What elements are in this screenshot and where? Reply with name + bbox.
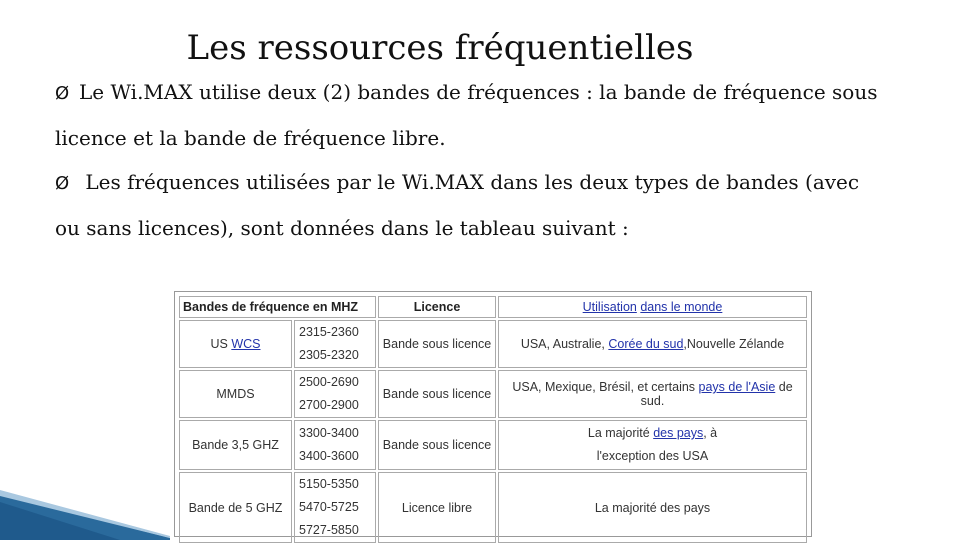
bullet-1-line-2: licence et la bande de fréquence libre. (55, 126, 446, 150)
header-licence: Licence (378, 296, 496, 318)
bullet-2-line-1: Les fréquences utilisées par le Wi.MAX dans les deux types de bandes (avec (79, 170, 860, 194)
freq-cell: 3300-3400 3400-3600 (294, 420, 376, 470)
usage-cell: USA, Australie, Corée du sud,Nouvelle Zélande (498, 320, 807, 368)
frequency-table-image (174, 291, 812, 537)
freq-cell: 2500-2690 2700-2900 (294, 370, 376, 418)
usage-link[interactable]: Utilisation (582, 300, 637, 314)
bullet-1 (55, 70, 915, 161)
bullet-2 (55, 160, 915, 251)
band-cell: MMDS (179, 370, 292, 418)
slide-title: Les ressources fréquentielles (186, 28, 694, 68)
table-header-row (179, 296, 807, 318)
wcs-link[interactable]: WCS (231, 337, 261, 351)
licence-cell: Bande sous licence (378, 320, 496, 368)
frequency-table (177, 294, 809, 545)
band-cell: US WCS (179, 320, 292, 368)
table-row (179, 370, 807, 418)
header-usage (498, 296, 807, 318)
coree-du-sud-link[interactable]: Corée du sud (608, 337, 684, 351)
licence-cell: Bande sous licence (378, 420, 496, 470)
table-row (179, 420, 807, 470)
licence-cell: Licence libre (378, 472, 496, 543)
des-pays-link[interactable]: des pays (653, 426, 704, 440)
band-cell: Bande 3,5 GHZ (179, 420, 292, 470)
corner-decoration (0, 450, 170, 540)
header-band: Bandes de fréquence en MHZ (179, 296, 376, 318)
licence-cell: Bande sous licence (378, 370, 496, 418)
arrow-bullet-icon: Ø (55, 83, 70, 104)
freq-cell: 5150-5350 5470-5725 5727-5850 (294, 472, 376, 543)
usage-cell: La majorité des pays (498, 472, 807, 543)
table-row (179, 472, 807, 543)
usage-cell: USA, Mexique, Brésil, et certains pays de l'Asie de sud. (498, 370, 807, 418)
band-cell: Bande de 5 GHZ (179, 472, 292, 543)
bullet-2-line-2: ou sans licences), sont données dans le tableau suivant : (55, 216, 629, 240)
arrow-bullet-icon: Ø (55, 173, 70, 194)
pays-asie-link[interactable]: pays de l'Asie (698, 380, 776, 394)
usage-cell: La majorité des pays, à l'exception des USA (498, 420, 807, 470)
freq-cell: 2315-2360 2305-2320 (294, 320, 376, 368)
table-row (179, 320, 807, 368)
bullet-1-line-1: Le Wi.MAX utilise deux (2) bandes de fréquences : la bande de fréquence sous (79, 80, 878, 104)
world-link[interactable]: dans le monde (640, 300, 723, 314)
